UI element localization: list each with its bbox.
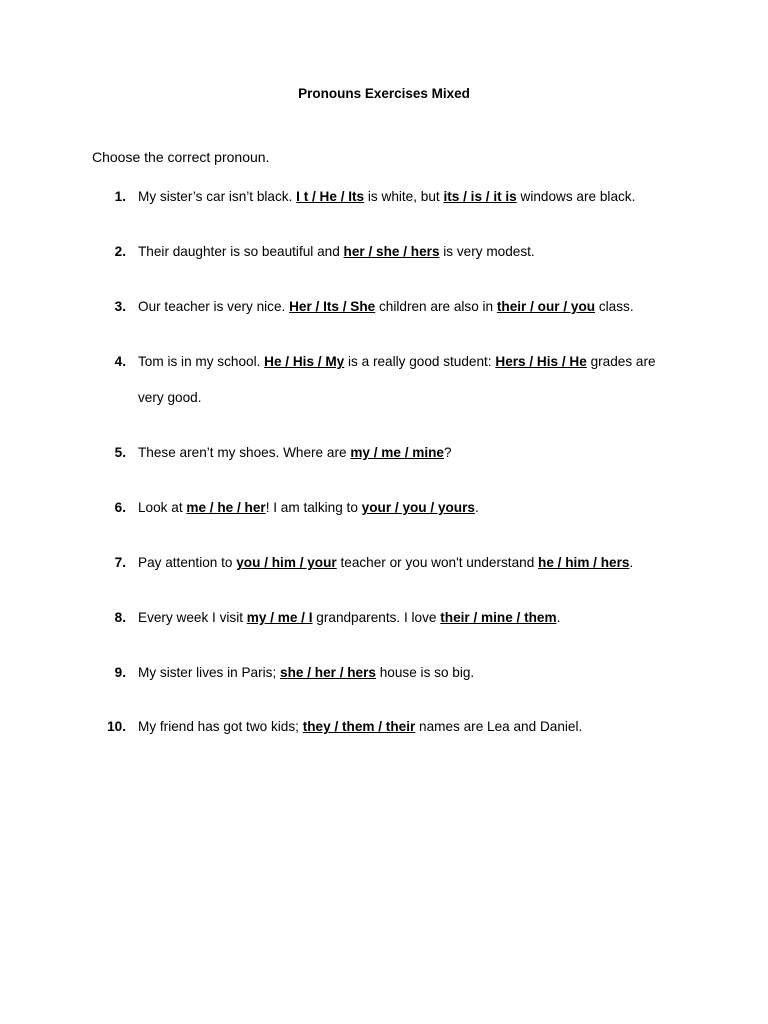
exercise-sentence	[138, 179, 678, 215]
sentence-text: grandparents. I love	[312, 610, 441, 625]
sentence-text: names are Lea and Daniel.	[415, 719, 583, 734]
exercise-number: 2.	[114, 244, 126, 259]
sentence-text: My sister’s car isn’t black.	[138, 189, 297, 204]
sentence-text: My friend has got two kids;	[138, 719, 303, 734]
exercise-number: 5.	[114, 445, 126, 460]
exercise-number: 6.	[114, 500, 126, 515]
pronoun-options: Her / Its / She	[289, 299, 376, 314]
pronoun-options: my / me / mine	[350, 445, 444, 460]
exercise-sentence	[138, 435, 678, 471]
sentence-text: Tom is in my school.	[138, 354, 265, 369]
page-title: Pronouns Exercises Mixed	[298, 86, 470, 101]
sentence-text: .	[629, 555, 634, 570]
sentence-text: ?	[444, 445, 452, 460]
sentence-text: is white, but	[364, 189, 444, 204]
sentence-text: Look at	[138, 500, 187, 515]
exercise-number: 9.	[114, 665, 126, 680]
exercise-sentence	[138, 344, 678, 416]
exercise-sentence	[138, 234, 678, 270]
exercise-sentence	[138, 490, 678, 526]
sentence-text: teacher or you won't understand	[336, 555, 539, 570]
exercise-number: 4.	[114, 354, 126, 369]
sentence-text: ! I am talking to	[265, 500, 362, 515]
sentence-text: .	[474, 500, 479, 515]
pronoun-options: she / her / hers	[280, 665, 376, 680]
sentence-text: Every week I visit	[138, 610, 247, 625]
sentence-text: .	[556, 610, 561, 625]
pronoun-options: He / His / My	[264, 354, 345, 369]
exercise-sentence	[138, 709, 678, 745]
sentence-text: These aren’t my shoes. Where are	[138, 445, 351, 460]
sentence-text: My sister lives in Paris;	[138, 665, 281, 680]
exercise-sentence	[138, 655, 678, 691]
pronoun-options: your / you / yours	[361, 500, 475, 515]
pronoun-options: its / is / it is	[443, 189, 517, 204]
exercise-number: 1.	[114, 189, 126, 204]
exercise-number: 8.	[114, 610, 126, 625]
exercise-number: 7.	[114, 555, 126, 570]
exercise-number: 3.	[114, 299, 126, 314]
pronoun-options: her / she / hers	[343, 244, 440, 259]
pronoun-options: me / he / her	[186, 500, 266, 515]
pronoun-options: you / him / your	[236, 555, 337, 570]
exercise-sentence	[138, 289, 678, 325]
pronoun-options: I t / He / Its	[296, 189, 365, 204]
sentence-text: grades are very good.	[138, 354, 656, 405]
pronoun-options: they / them / their	[302, 719, 416, 734]
sentence-text: is a really good student:	[344, 354, 496, 369]
instruction-text: Choose the correct pronoun.	[92, 149, 270, 165]
sentence-text: Pay attention to	[138, 555, 237, 570]
exercise-sentence	[138, 600, 678, 636]
sentence-text: Their daughter is so beautiful and	[138, 244, 344, 259]
sentence-text: class.	[595, 299, 634, 314]
pronoun-options: Hers / His / He	[495, 354, 587, 369]
pronoun-options: their / mine / them	[440, 610, 557, 625]
sentence-text: house is so big.	[375, 665, 475, 680]
exercise-sentence	[138, 545, 678, 581]
pronoun-options: he / him / hers	[538, 555, 630, 570]
sentence-text: is very modest.	[439, 244, 535, 259]
exercise-number: 10.	[107, 719, 126, 734]
sentence-text: windows are black.	[516, 189, 636, 204]
pronoun-options: my / me / I	[246, 610, 313, 625]
pronoun-options: their / our / you	[496, 299, 596, 314]
sentence-text: children are also in	[375, 299, 497, 314]
sentence-text: Our teacher is very nice.	[138, 299, 290, 314]
